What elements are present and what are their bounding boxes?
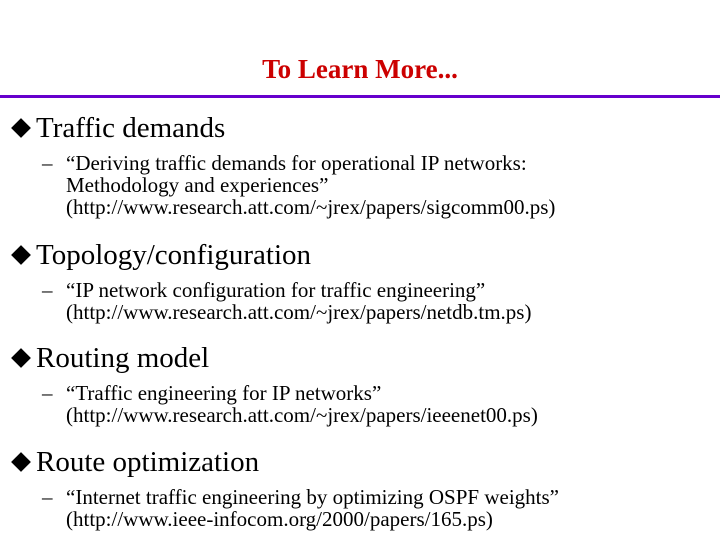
sub-item-line: Methodology and experiences” (66, 173, 329, 197)
bullet-heading: Route optimization (36, 446, 260, 478)
dash-marker: – (42, 485, 53, 509)
dash-marker: – (42, 278, 53, 302)
sub-item-topology-configuration (42, 279, 531, 323)
diamond-bullet-icon (11, 118, 31, 138)
bullet-routing-model (8, 341, 209, 375)
sub-item-line: “Internet traffic engineering by optimizing OSPF weights” (66, 485, 559, 509)
sub-item-routing-model (42, 382, 538, 426)
dash-marker: – (42, 151, 53, 175)
sub-item-line: “IP network configuration for traffic engineering” (66, 278, 486, 302)
diamond-bullet-icon (11, 348, 31, 368)
bullet-heading: Traffic demands (36, 112, 226, 144)
sub-item-line: “Traffic engineering for IP networks” (66, 381, 382, 405)
diamond-bullet-icon (11, 245, 31, 265)
sub-item-line: (http://www.ieee-infocom.org/2000/papers/165.ps) (66, 507, 493, 531)
sub-item-line: (http://www.research.att.com/~jrex/papers/sigcomm00.ps) (66, 195, 556, 219)
sub-item-route-optimization (42, 486, 559, 530)
sub-item-line: “Deriving traffic demands for operational IP networks: (66, 151, 527, 175)
sub-item-traffic-demands (42, 152, 555, 218)
bullet-heading: Routing model (36, 342, 210, 374)
sub-item-line: (http://www.research.att.com/~jrex/papers/ieeenet00.ps) (66, 403, 538, 427)
bullet-heading: Topology/configuration (36, 239, 312, 271)
title-divider (0, 95, 720, 98)
bullet-traffic-demands (8, 111, 225, 145)
slide-title: To Learn More... (262, 54, 458, 84)
bullet-route-optimization (8, 445, 259, 479)
dash-marker: – (42, 381, 53, 405)
sub-item-line: (http://www.research.att.com/~jrex/papers/netdb.tm.ps) (66, 300, 532, 324)
bullet-topology-configuration (8, 238, 311, 272)
diamond-bullet-icon (11, 452, 31, 472)
